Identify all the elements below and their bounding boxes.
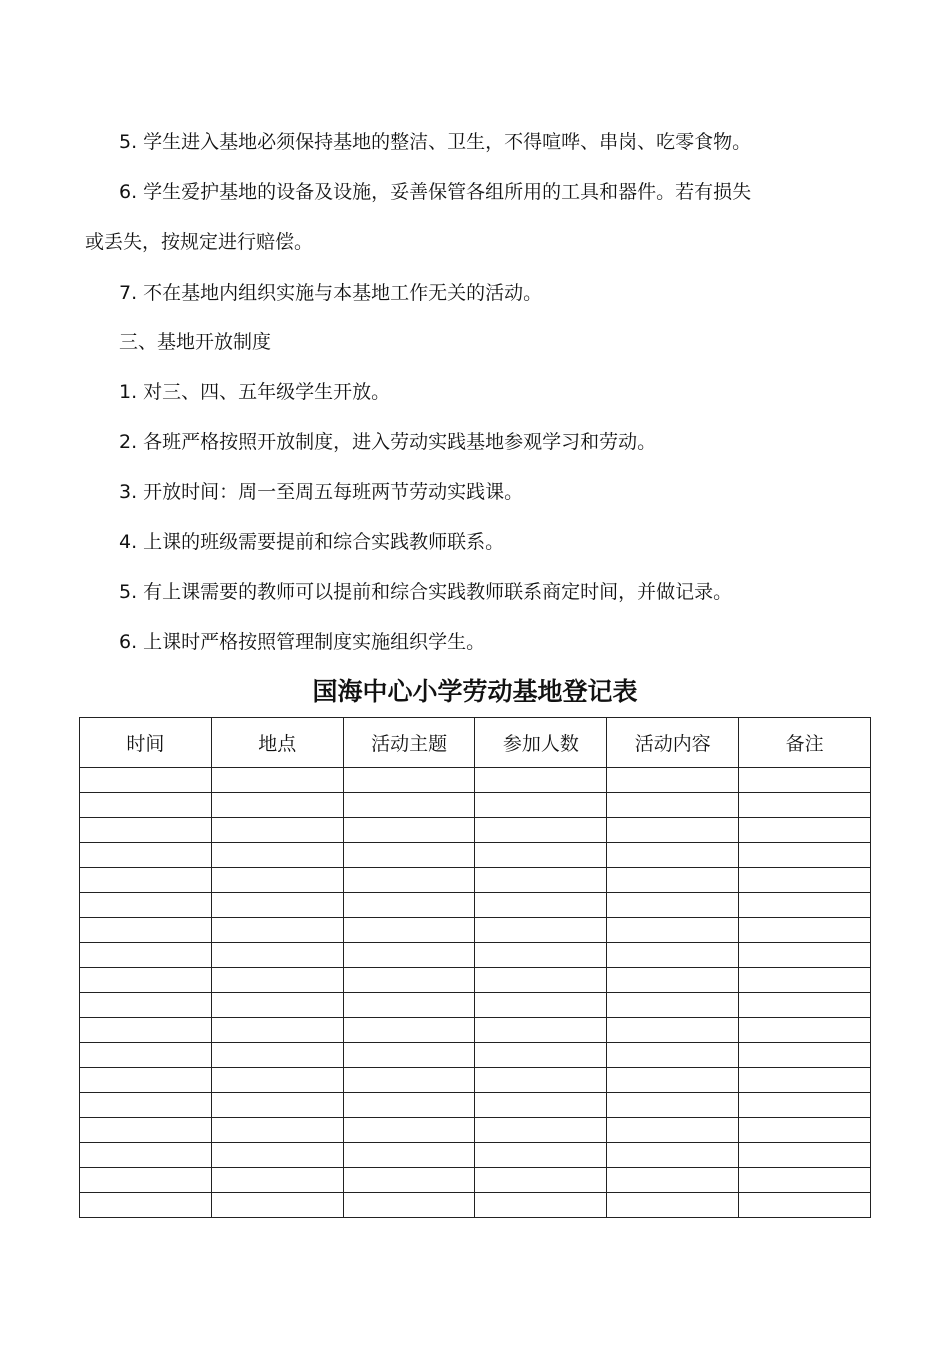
table-cell — [343, 918, 475, 943]
table-cell — [739, 993, 871, 1018]
table-cell — [80, 793, 212, 818]
table-cell — [475, 1018, 607, 1043]
table-row — [80, 918, 871, 943]
table-cell — [739, 868, 871, 893]
table-cell — [80, 868, 212, 893]
table-cell — [80, 1068, 212, 1093]
table-cell — [607, 818, 739, 843]
table-cell — [343, 1168, 475, 1193]
table-row — [80, 1018, 871, 1043]
table-cell — [475, 768, 607, 793]
table-row — [80, 1193, 871, 1218]
table-cell — [475, 793, 607, 818]
table-row — [80, 1143, 871, 1168]
table-cell — [343, 993, 475, 1018]
table-cell — [211, 968, 343, 993]
table-row — [80, 993, 871, 1018]
table-cell — [80, 993, 212, 1018]
table-cell — [607, 1193, 739, 1218]
table-cell — [475, 843, 607, 868]
table-cell — [607, 843, 739, 868]
table-cell — [343, 868, 475, 893]
table-cell — [211, 818, 343, 843]
table-cell — [475, 818, 607, 843]
table-cell — [343, 1118, 475, 1143]
table-cell — [475, 1068, 607, 1093]
table-cell — [739, 968, 871, 993]
header-activity-content: 活动内容 — [607, 718, 739, 768]
table-row — [80, 968, 871, 993]
table-cell — [80, 968, 212, 993]
table-cell — [739, 1093, 871, 1118]
table-cell — [211, 768, 343, 793]
table-cell — [739, 1118, 871, 1143]
table-cell — [739, 1193, 871, 1218]
section-heading-open-policy: 三、基地开放制度 — [119, 331, 272, 353]
table-cell — [475, 1193, 607, 1218]
table-cell — [211, 993, 343, 1018]
table-cell — [80, 1168, 212, 1193]
table-cell — [80, 818, 212, 843]
header-remarks: 备注 — [739, 718, 871, 768]
table-row — [80, 868, 871, 893]
table-cell — [607, 1018, 739, 1043]
table-cell — [343, 893, 475, 918]
table-cell — [739, 1068, 871, 1093]
table-row — [80, 1093, 871, 1118]
table-cell — [739, 893, 871, 918]
table-cell — [343, 768, 475, 793]
table-cell — [211, 793, 343, 818]
table-row — [80, 818, 871, 843]
open-policy-line-1: 1. 对三、四、五年级学生开放。 — [119, 381, 391, 403]
table-cell — [607, 1118, 739, 1143]
table-cell — [80, 768, 212, 793]
table-cell — [211, 1168, 343, 1193]
table-cell — [475, 943, 607, 968]
header-location: 地点 — [211, 718, 343, 768]
table-cell — [607, 918, 739, 943]
table-cell — [211, 1018, 343, 1043]
open-policy-line-4: 4. 上课的班级需要提前和综合实践教师联系。 — [119, 531, 505, 553]
table-cell — [80, 1118, 212, 1143]
table-cell — [343, 1018, 475, 1043]
table-cell — [739, 768, 871, 793]
table-cell — [607, 1093, 739, 1118]
table-row — [80, 768, 871, 793]
table-cell — [475, 1168, 607, 1193]
table-cell — [607, 943, 739, 968]
register-table-header-row — [80, 718, 871, 768]
open-policy-line-6: 6. 上课时严格按照管理制度实施组织学生。 — [119, 631, 486, 653]
table-row — [80, 943, 871, 968]
table-cell — [475, 918, 607, 943]
table-cell — [343, 1143, 475, 1168]
table-cell — [739, 1043, 871, 1068]
table-cell — [343, 968, 475, 993]
header-time: 时间 — [80, 718, 212, 768]
table-cell — [211, 1118, 343, 1143]
table-cell — [80, 1018, 212, 1043]
table-cell — [343, 843, 475, 868]
table-cell — [343, 943, 475, 968]
table-cell — [343, 818, 475, 843]
table-cell — [607, 968, 739, 993]
rule-line-5-hygiene: 5. 学生进入基地必须保持基地的整洁、卫生，不得喧哗、串岗、吃零食物。 — [119, 131, 752, 153]
table-cell — [211, 1193, 343, 1218]
open-policy-line-5: 5. 有上课需要的教师可以提前和综合实践教师联系商定时间，并做记录。 — [119, 581, 733, 603]
table-cell — [211, 918, 343, 943]
table-cell — [607, 1043, 739, 1068]
table-cell — [80, 1143, 212, 1168]
table-cell — [475, 1118, 607, 1143]
table-cell — [607, 793, 739, 818]
rule-line-7-activities: 7. 不在基地内组织实施与本基地工作无关的活动。 — [119, 282, 543, 304]
table-cell — [607, 893, 739, 918]
table-cell — [211, 1068, 343, 1093]
table-cell — [739, 1168, 871, 1193]
table-row — [80, 793, 871, 818]
table-cell — [211, 893, 343, 918]
rule-line-6-continued: 或丢失，按规定进行赔偿。 — [85, 231, 314, 253]
table-cell — [211, 1143, 343, 1168]
table-row — [80, 843, 871, 868]
table-cell — [475, 893, 607, 918]
table-cell — [607, 993, 739, 1018]
table-cell — [80, 943, 212, 968]
register-table-body — [80, 768, 871, 1218]
table-cell — [343, 1193, 475, 1218]
table-cell — [80, 918, 212, 943]
table-cell — [80, 1043, 212, 1068]
header-activity-topic: 活动主题 — [343, 718, 475, 768]
table-row — [80, 893, 871, 918]
table-cell — [343, 1093, 475, 1118]
register-table-title: 国海中心小学劳动基地登记表 — [312, 677, 638, 706]
table-cell — [739, 943, 871, 968]
table-cell — [211, 943, 343, 968]
table-cell — [607, 1068, 739, 1093]
table-cell — [343, 1043, 475, 1068]
table-cell — [80, 843, 212, 868]
table-row — [80, 1043, 871, 1068]
table-cell — [211, 1093, 343, 1118]
table-row — [80, 1168, 871, 1193]
table-cell — [739, 918, 871, 943]
table-row — [80, 1118, 871, 1143]
table-cell — [475, 868, 607, 893]
table-cell — [739, 1018, 871, 1043]
table-cell — [211, 868, 343, 893]
table-cell — [475, 1143, 607, 1168]
rule-line-6-equipment: 6. 学生爱护基地的设备及设施，妥善保管各组所用的工具和器件。若有损失 — [119, 181, 752, 203]
table-cell — [607, 768, 739, 793]
table-cell — [475, 1093, 607, 1118]
register-table — [79, 717, 871, 1218]
table-cell — [80, 1193, 212, 1218]
header-participant-count: 参加人数 — [475, 718, 607, 768]
table-cell — [607, 868, 739, 893]
table-cell — [739, 818, 871, 843]
table-cell — [475, 1043, 607, 1068]
table-cell — [475, 968, 607, 993]
table-cell — [607, 1168, 739, 1193]
table-cell — [475, 993, 607, 1018]
table-cell — [80, 1093, 212, 1118]
table-cell — [739, 1143, 871, 1168]
table-cell — [211, 843, 343, 868]
open-policy-line-3: 3. 开放时间：周一至周五每班两节劳动实践课。 — [119, 481, 524, 503]
table-row — [80, 1068, 871, 1093]
table-cell — [211, 1043, 343, 1068]
open-policy-line-2: 2. 各班严格按照开放制度，进入劳动实践基地参观学习和劳动。 — [119, 431, 657, 453]
table-cell — [343, 793, 475, 818]
table-cell — [739, 793, 871, 818]
table-cell — [343, 1068, 475, 1093]
table-cell — [739, 843, 871, 868]
table-cell — [80, 893, 212, 918]
table-cell — [607, 1143, 739, 1168]
